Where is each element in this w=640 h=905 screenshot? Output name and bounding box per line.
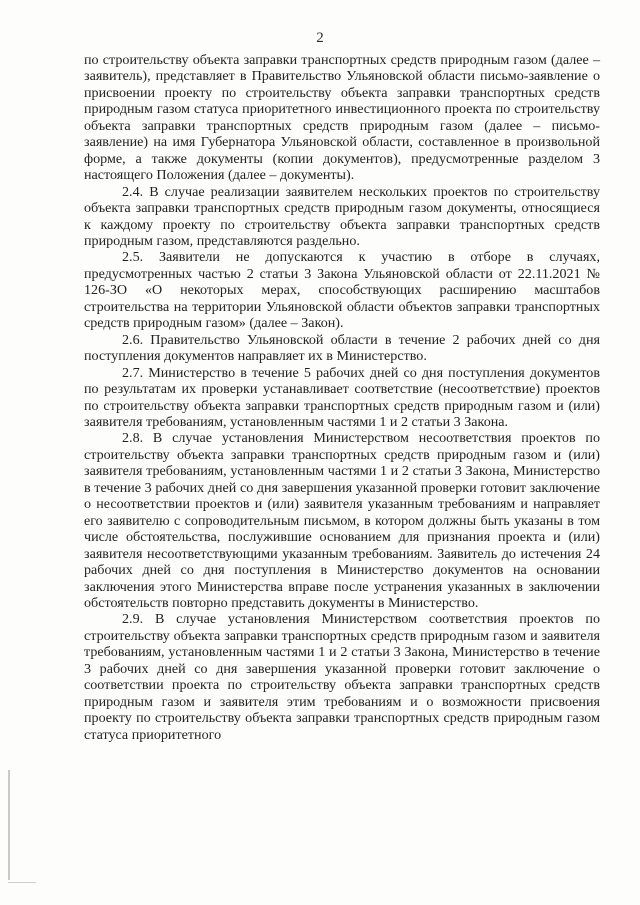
paragraph-2-5: 2.5. Заявители не допускаются к участию в отборе в случаях, предусмотренных частью 2 статьи 3 Закона Ульяновской области от 22.11.2021 № 126-ЗО «О некоторых мерах, способствующих расширению масштабов строительства на территории Ульяновской области объектов заправки транспортных средств природным газом» (далее – Закон). bbox=[84, 249, 600, 332]
paragraph-2-4: 2.4. В случае реализации заявителем нескольких проектов по строительству объекта заправки транспортных средств природным газом документы, относящиеся к каждому проекту по строительству объекта заправки транспортных средств природным газом, представляются раздельно. bbox=[84, 183, 600, 249]
paragraph-2-9: 2.9. В случае установления Министерством соответствия проектов по строительству объекта заправки транспортных средств природным газом и заявителя требованиям, установленным частями 1 и 2 статьи 3 Закона, Министерство в течение 3 рабочих дней со дня завершения указанной проверки готовит заключение о соответствии проекта по строительству объекта заправки транспортных средств природным газом и заявителя этим требованиям и о возможности присвоения проекту по строительству объекта заправки транспортных средств природным газом статуса приоритетного bbox=[84, 611, 600, 743]
page-number: 2 bbox=[316, 30, 324, 46]
paragraph-intro: по строительству объекта заправки транспортных средств природным газом (далее – заявитель), представляет в Правительство Ульяновской области письмо-заявление о присвоении проекту по строительству объекта заправки транспортных средств природным газом статуса приоритетного инвестиционного проекта по строительству объекта заправки транспортных средств природным газом (далее – письмо-заявление) на имя Губернатора Ульяновской области, составленное в произвольной форме, а также документы (копии документов), предусмотренные разделом 3 настоящего Положения (далее – документы). bbox=[84, 52, 600, 184]
scan-edge-shadow bbox=[8, 770, 10, 880]
paragraph-2-6: 2.6. Правительство Ульяновской области в течение 2 рабочих дней со дня поступления документов направляет их в Министерство. bbox=[84, 331, 600, 365]
paragraph-2-8: 2.8. В случае установления Министерством несоответствия проектов по строительству объекта заправки транспортных средств природным газом и (или) заявителя требованиям, установленным частями 1 и 2 статьи 3 Закона, Министерство в течение 3 рабочих дней со дня завершения указанной проверки готовит заключение о несоответствии проектов и (или) заявителя указанным требованиям и направляет его заявителю с сопроводительным письмом, в котором должны быть указаны в том числе обстоятельства, послужившие основанием для признания проекта и (или) заявителя несоответствующими указанным требованиям. Заявитель до истечения 24 рабочих дней со дня поступления в Министерство документов на основании заключения этого Министерства вправе после устранения указанных в заключении обстоятельств повторно представить документы в Министерство. bbox=[84, 430, 600, 611]
paragraph-2-7: 2.7. Министерство в течение 5 рабочих дней со дня поступления документов по результатам их проверки устанавливает соответствие (несоответствие) проектов по строительству объекта заправки транспортных средств природным газом и (или) заявителя требованиям, установленным частями 1 и 2 статьи 3 Закона. bbox=[84, 364, 600, 430]
scan-bottom-mark bbox=[8, 882, 36, 883]
document-body bbox=[84, 52, 600, 743]
